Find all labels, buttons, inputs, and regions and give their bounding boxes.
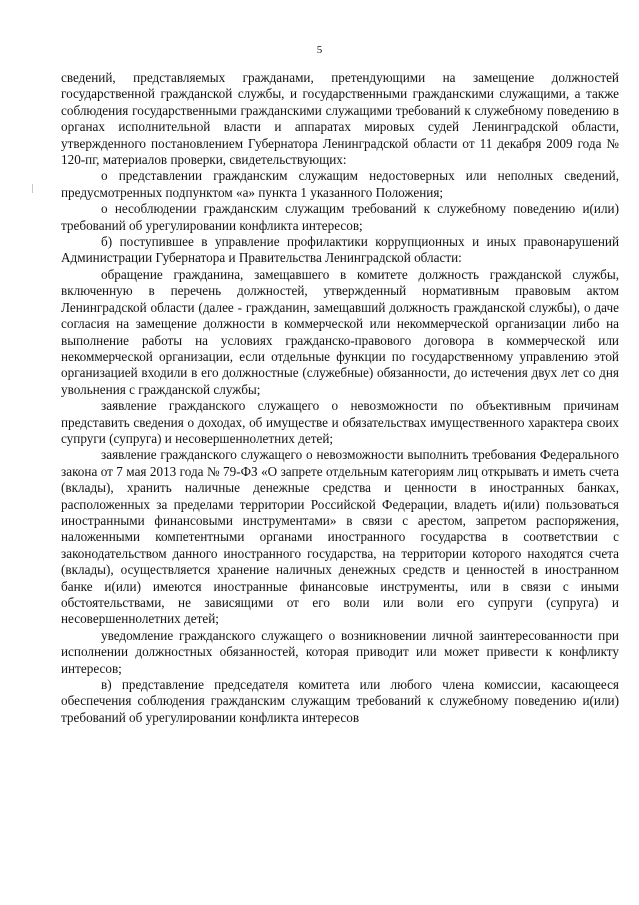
paragraph-intro: сведений, представляемых гражданами, претендующими на замещение должностей государственной гражданской службы, и государственными гражданскими служащими, а также соблюдения государственными гражданскими служащими требований к служебному поведению в органах исполнительной власти и аппаратах мировых судей Ленинградской области, утвержденного постановлением Губернатора Ленинградской области от 11 декабря 2009 года № 120-пг, материалов проверки, свидетельствующих: xyxy=(61,70,619,168)
margin-mark xyxy=(32,184,33,193)
paragraph-income-statement: заявление гражданского служащего о невозможности по объективным причинам представить сведения о доходах, об имуществе и обязательствах имущественного характера своих супруги (супруга) и несовершеннолетних детей; xyxy=(61,398,619,446)
paragraph-item-v: в) представление председателя комитета или любого члена комиссии, касающееся обеспечения соблюдения гражданским служащим требований к служебному поведению и(или) требований об урегулировании конфликта интересов xyxy=(61,677,619,725)
paragraph-foreign-accounts: заявление гражданского служащего о невозможности выполнить требования Федерального закона от 7 мая 2013 года № 79-ФЗ «О запрете отдельным категориям лиц открывать и иметь счета (вклады), хранить наличные денежные средства и ценности в иностранных банках, расположенных за пределами территории Российской Федерации, владеть и(или) пользоваться иностранными финансовыми инструментами» в связи с арестом, запретом распоряжения, наложенными компетентными органами иностранного государства в соответствии с законодательством данного иностранного государства, на территории которого находятся счета (вклады), осуществляется хранение наличных денежных средств и ценностей в иностранном банке и(или) имеются иностранные финансовые инструменты, или в связи с иными обстоятельствами, не зависящими от его воли или воли его супруги (супруга) и несовершеннолетних детей; xyxy=(61,447,619,627)
paragraph-citizen-request: обращение гражданина, замещавшего в комитете должность гражданской службы, включенную в перечень должностей, утвержденный нормативным правовым актом Ленинградской области (далее - гражданин, замещавший должность гражданской службы), о даче согласия на замещение должности в коммерческой или некоммерческой организации либо на выполнение работы на условиях гражданско-правового договора в коммерческой или некоммерческой организации, если отдельные функции по государственному управлению этой организацией входили в его должностные (служебные) обязанности, до истечения двух лет со дня увольнения с гражданской службы; xyxy=(61,266,619,397)
paragraph-conflict-notice: уведомление гражданского служащего о возникновении личной заинтересованности при исполнении должностных обязанностей, которая приводит или может привести к конфликту интересов; xyxy=(61,627,619,676)
paragraph-false-information: о представлении гражданским служащим недостоверных или неполных сведений, предусмотренных подпунктом «а» пункта 1 указанного Положения; xyxy=(61,168,619,200)
paragraph-non-compliance: о несоблюдении гражданским служащим требований к служебному поведению и(или) требований об урегулировании конфликта интересов; xyxy=(61,201,619,233)
paragraph-item-b: б) поступившее в управление профилактики коррупционных и иных правонарушений Администрации Губернатора и Правительства Ленинградской области: xyxy=(61,234,619,266)
page-number: 5 xyxy=(316,44,323,56)
document-body xyxy=(61,70,619,726)
